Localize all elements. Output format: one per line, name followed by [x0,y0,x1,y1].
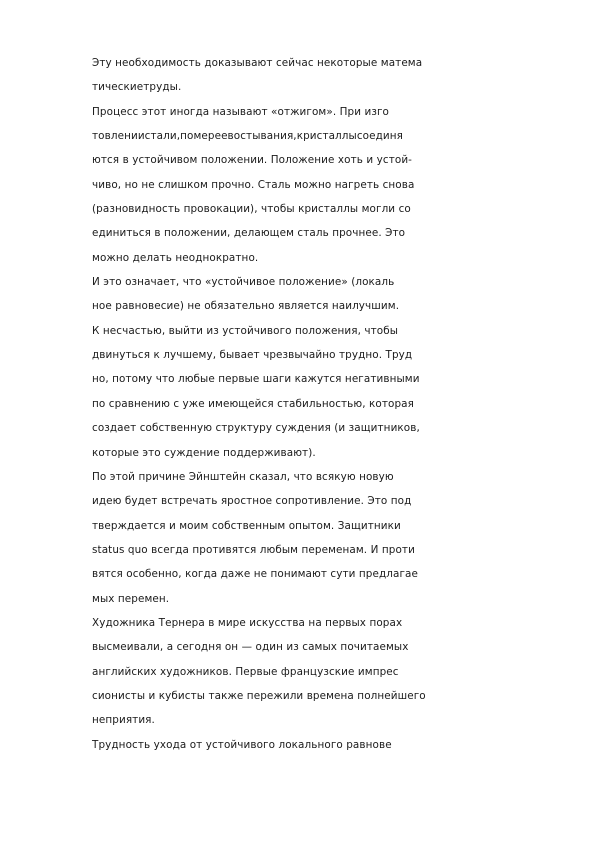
text-line: (разновидность провокации), чтобы кристаллы могли со [92,203,411,216]
text-line: По этой причине Эйнштейн сказал, что всякую новую [92,470,394,483]
text-line: создает собственную структуру суждения (и защитников, [92,422,420,435]
text-line: идею будет встречать яростное сопротивление. Это под [92,495,412,508]
text-line: но, потому что любые первые шаги кажутся негативными [92,373,420,386]
text-line: товлениистали,помереевостывания,кристаллысоединя [92,130,403,143]
text-line: Трудность ухода от устойчивого локального равнове [92,738,392,751]
text-line: единиться в положении, делающем сталь прочнее. Это [92,227,406,240]
text-line: английских художников. Первые французские импрес [92,665,399,678]
text-line: тическиетруды. [92,81,182,94]
text-line: И это означает, что «устойчивое положение» (локаль [92,276,395,289]
text-line: тверждается и моим собственным опытом. Защитники [92,519,401,532]
text-line: по сравнению с уже имеющейся стабильностью, которая [92,397,414,410]
text-line: ются в устойчивом положении. Положение хоть и устой- [92,154,413,167]
text-line: К несчастью, выйти из устойчивого положения, чтобы [92,324,399,337]
text-line: которые это суждение поддерживают). [92,446,316,459]
text-line: ное равновесие) не обязательно является наилучшим. [92,300,400,313]
text-line: высмеивали, а сегодня он — один из самых почитаемых [92,641,409,654]
text-line: Художника Тернера в мире искусства на первых порах [92,616,403,629]
body-text [92,54,452,760]
text-line: Эту необходимость доказывают сейчас некоторые матема [92,57,423,69]
text-line: чиво, но не слишком прочно. Сталь можно нагреть снова [92,178,415,191]
text-line: status quo всегда противятся любым переменам. И проти [92,543,415,556]
text-line: двинуться к лучшему, бывает чрезвычайно трудно. Труд [92,349,413,362]
text-line: неприятия. [92,714,155,727]
text-line: можно делать неоднократно. [92,251,259,264]
text-line: вятся особенно, когда даже не понимают сути предлагае [92,568,418,581]
text-line: Процесс этот иногда называют «отжигом». При изго [92,105,389,118]
text-line: мых перемен. [92,592,170,605]
text-line: сионисты и кубисты также пережили времена полнейшего [92,689,426,702]
